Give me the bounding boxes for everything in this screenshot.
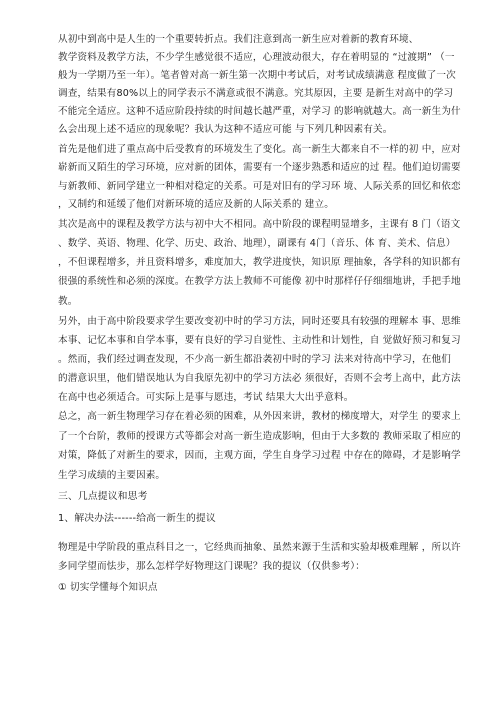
list-item: ① 切实学懂每个知识点 <box>58 582 158 593</box>
text-line: ，又制约和延缓了他们对新环境的适应及新的人际关系的 建立。 <box>58 199 335 210</box>
text-line: 教学资料及教学方法，不少学生感觉很不适应，心理波动很大，存在着明显的 “过渡期” （一 <box>58 52 455 63</box>
text-line: 崭新而又陌生的学习环境，应对新的团体，需要有一个逐步熟悉和适应的过 程。他们迫切需要 <box>58 162 461 173</box>
text-line: 教。 <box>58 296 78 307</box>
text-line: 另外，由于高中阶段要求学生要改变初中时的学习方法，同时还要具有较强的理解本 事、思维 <box>58 316 461 327</box>
text-line: 其次是高中的课程及教学方法与初中大不相同。高中阶段的课程明显增多，主课有 8 门（语文 <box>58 219 461 230</box>
section-heading: 三、几点提议和思考 <box>58 491 148 502</box>
text-line: 、数学、英语、物理、化学、历史、政治、地理），副课有 4门（音乐、体 育、美术、信息） <box>58 238 456 249</box>
text-line: 的潜意识里，他们错误地认为自我原先初中的学习方法必 须很好，否则不会考上高中，此方法 <box>58 373 461 384</box>
text-line: 调查，结果有80%以上的同学表示不满意或很不满意。究其原因，主要 是新生对高中的学习 <box>58 88 454 99</box>
text-line: 首先是他们进了重点高中后受教育的环境发生了变化。高一新生大都来自不一样的初 中，应对 <box>58 144 461 155</box>
text-line: 很强的系统性和必须的深度。在教学方法上教师不可能像 初中时那样仔仔细细地讲，手把手地 <box>58 276 461 287</box>
text-line: 在高中也必须适合。可实际上是事与愿违，考试 结果大大出乎意料。 <box>58 392 354 403</box>
text-line: 不能完全适应。这种不适应阶段持续的时间越长越严重，对学习 的影响就越大。高一新生为什 <box>58 106 461 117</box>
text-line: 么会出现上述不适应的现象呢？我认为这种不适应可能 与下列几种因素有关。 <box>58 124 393 135</box>
text-line: 物理是中学阶段的重点科目之一，它经典而抽象、虽然来源于生活和实验却极难理解 ，所以许 <box>58 542 461 553</box>
subsection-heading: 1、解决办法------给高一新生的提议 <box>58 513 216 524</box>
text-line: 从初中到高中是人生的一个重要转折点。我们注意到高一新生应对着新的教育环境、 <box>58 34 419 45</box>
text-line: 生学习成绩的主要因素。 <box>58 470 166 481</box>
text-line: 般为一学期乃至一年）。笔者曾对高一新生第一次期中考试后，对考试成绩满意 程度做了一次 <box>58 70 456 81</box>
text-line: 总之，高一新生物理学习存在着必须的困难，从外因来讲，教材的梯度增大，对学生 的要求上 <box>58 411 461 422</box>
text-line: 多同学望而怯步，那么怎样学好物理这门课呢？我的提议（仅供参考）： <box>58 561 365 572</box>
text-line: 。然而，我们经过调查发现，不少高一新生都沿袭初中时的学习 法来对待高中学习，在他们 <box>58 354 451 365</box>
text-line: 本事、记忆本事和自学本事，要有良好的学习自觉性、主动性和计划性，自 觉做好预习和复习 <box>58 335 461 346</box>
text-line: 对策，降低了对新生的要求，因而，主观方面，学生自身学习过程 中存在的障碍，才是影响学 <box>58 450 461 461</box>
text-line: 了一个台阶，教师的授课方式等都会对高一新生造成影响，但由于大多数的 教师采取了相应的 <box>58 431 461 442</box>
text-line: 与新教师、新同学建立一种相对稳定的关系。可是对旧有的学习环 境、人际关系的回忆和依恋 <box>58 181 461 192</box>
text-line: ，不但课程增多，并且资料增多，难度加大，教学进度快，知识原 理抽象，各学科的知识都有 <box>58 257 461 268</box>
